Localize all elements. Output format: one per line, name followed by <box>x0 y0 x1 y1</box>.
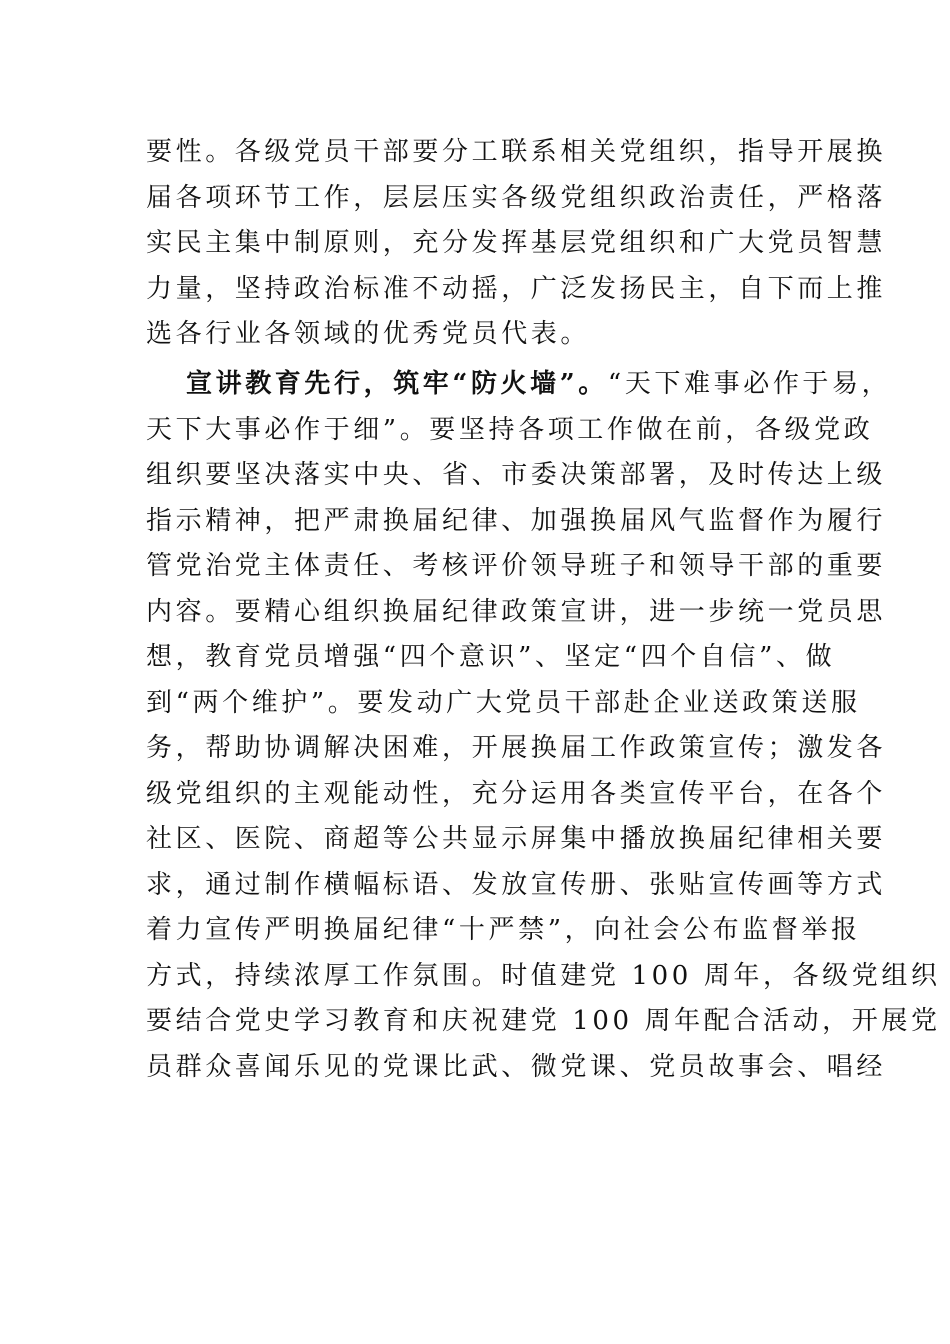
text-line: 要结合党史学习教育和庆祝建党 100 周年配合活动，开展党 <box>146 1006 941 1036</box>
text-line: 实民主集中制原则，充分发挥基层党组织和广大党员智慧 <box>146 228 887 258</box>
paragraph-1 <box>146 130 887 358</box>
text-line: 级党组织的主观能动性，充分运用各类宣传平台，在各个 <box>146 778 887 809</box>
text-line: 届各项环节工作，层层压实各级党组织政治责任，严格落 <box>146 182 887 213</box>
text-line: 要性。各级党员干部要分工联系相关党组织，指导开展换 <box>146 137 887 167</box>
text-line: 选各行业各领域的优秀党员代表。 <box>146 319 591 349</box>
text-line: 社区、医院、商超等公共显示屏集中播放换届纪律相关要 <box>146 824 887 854</box>
text-line: 组织要坚决落实中央、省、市委决策部署，及时传达上级 <box>146 460 887 490</box>
text-line: 务，帮助协调解决困难，开展换届工作政策宣传；激发各 <box>146 733 887 763</box>
text-line: 管党治党主体责任、考核评价领导班子和领导干部的重要 <box>146 551 887 581</box>
text-line: 到“两个维护”。要发动广大党员干部赴企业送政策送服 <box>146 687 861 718</box>
text-line: 内容。要精心组织换届纪律政策宣讲，进一步统一党员思 <box>146 596 887 627</box>
paragraph-first-line <box>146 362 892 408</box>
text-line: 方式，持续浓厚工作氛围。时值建党 100 周年，各级党组织 <box>146 960 941 991</box>
text-line: 指示精神，把严肃换届纪律、加强换届风气监督作为履行 <box>146 505 887 536</box>
text-line: 求，通过制作横幅标语、发放宣传册、张贴宣传画等方式 <box>146 869 887 900</box>
text-line: 着力宣传严明换届纪律“十严禁”，向社会公布监督举报 <box>146 915 861 945</box>
quote-start: “天下难事必作于易， <box>607 369 892 399</box>
text-line: 员群众喜闻乐见的党课比武、微党课、党员故事会、唱经 <box>146 1051 887 1082</box>
paragraph-2 <box>146 362 941 1090</box>
text-line: 想，教育党员增强“四个意识”、坚定“四个自信”、做 <box>146 642 836 672</box>
text-line: 天下大事必作于细”。要坚持各项工作做在前，各级党政 <box>146 414 874 445</box>
section-heading: 宣讲教育先行，筑牢“防火墙”。 <box>186 369 608 399</box>
text-line: 力量，坚持政治标准不动摇，广泛发扬民主，自下而上推 <box>146 273 887 304</box>
